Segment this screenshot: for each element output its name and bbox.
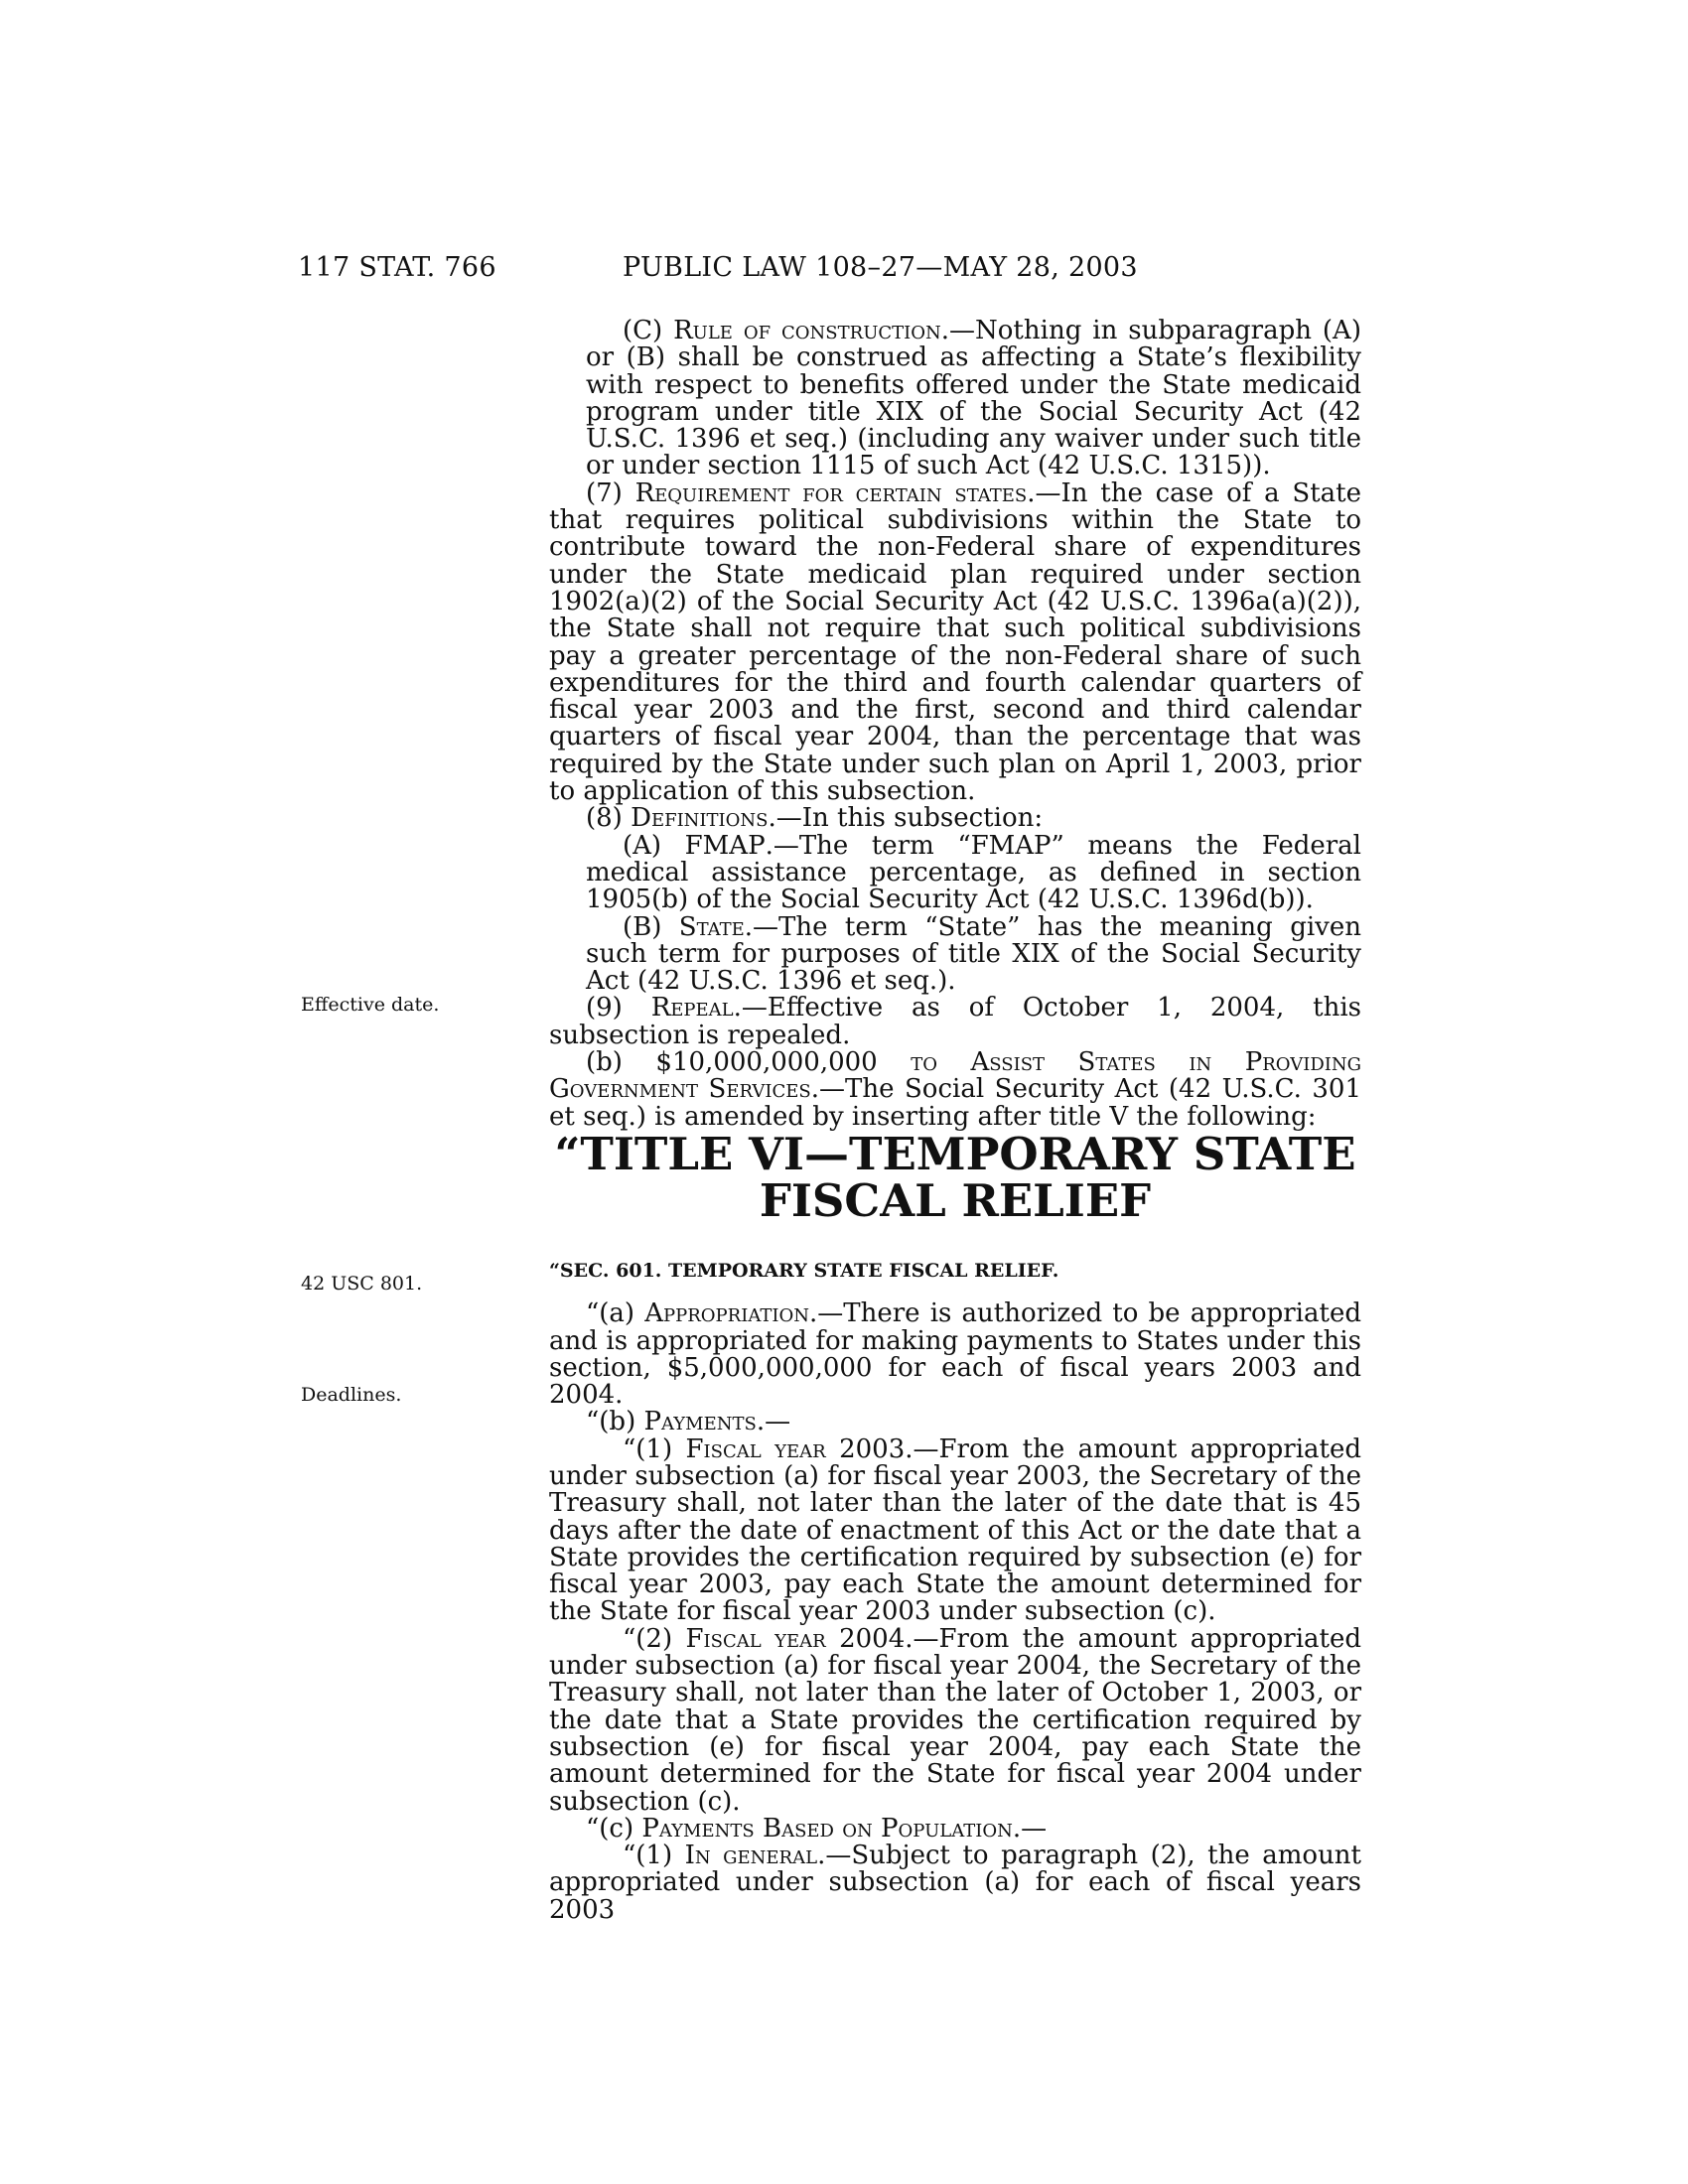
margin-note-usc: 42 USC 801. (301, 1273, 423, 1295)
subparagraph-b-state: (B) State.—The term “State” has the meaning given such term for purposes of title XIX of the Social Security Act (42 U.S.C. 1396 et seq.). (586, 911, 1361, 997)
margin-note-effective-date: Effective date. (301, 994, 440, 1016)
running-header: PUBLIC LAW 108–27—MAY 28, 2003 (623, 252, 1138, 283)
section-601-b-2: “(2) Fiscal year 2004.—From the amount appropriated under subsection (a) for fiscal year 2004, the Secretary of the Treasury shall, not later than the later of October 1, 2003, or the date that a State provides the certification required by subsection (e) for fiscal year 2004, pay each State the amount determined for the State for fiscal year 2004 under subsection (c). (549, 1623, 1361, 1817)
section-601-c: “(c) Payments Based on Population.— (586, 1813, 1048, 1843)
section-heading: “SEC. 601. TEMPORARY STATE FISCAL RELIEF. (549, 1259, 1059, 1282)
paragraph-7: (7) Requirement for certain states.—In the case of a State that requires political subdivisions within the State to contribute toward the non-Federal share of expenditures under the State medicaid plan required under section 1902(a)(2) of the Social Security Act (42 U.S.C. 1396a(a)(2)), the State shall not require that such political subdivisions pay a greater percentage of the non-Federal share of such expenditures for the third and fourth calendar quarters of fiscal year 2003 and the first, second and third calendar quarters of fiscal year 2004, than the percentage that was required by the State under such plan on April 1, 2003, prior to application of this subsection. (549, 478, 1361, 807)
page-stat-number: 117 STAT. 766 (298, 252, 496, 283)
paragraph-9: (9) Repeal.—Effective as of October 1, 2004, this subsection is repealed. (549, 993, 1361, 1050)
subparagraph-c: (C) Rule of construction.—Nothing in subparagraph (A) or (B) shall be construed as affecting a State’s flexibility with respect to benefits offered under the State medicaid program under title XIX of the Social Security Act (42 U.S.C. 1396 et seq.) (including any waiver under such title or under section 1115 of such Act (42 U.S.C. 1315)). (586, 316, 1361, 481)
paragraph-8: (8) Definitions.—In this subsection: (586, 803, 1044, 834)
margin-note-deadlines: Deadlines. (301, 1384, 402, 1406)
subparagraph-a-fmap: (A) FMAP.—The term “FMAP” means the Federal medical assistance percentage, as defined in section 1905(b) of the Social Security Act (42 U.S.C. 1396d(b)). (586, 830, 1361, 915)
section-601-b: “(b) Payments.— (586, 1407, 791, 1437)
section-601-b-1: “(1) Fiscal year 2003.—From the amount appropriated under subsection (a) for fiscal year 2003, the Secretary of the Treasury shall, not later than the later of the date that is 45 days after the date of enactment of this Act or the date that a State provides the certification required by subsection (e) for fiscal year 2003, pay each State the amount determined for the State for fiscal year 2003 under subsection (c). (549, 1433, 1361, 1627)
subsection-b: (b) $10,000,000,000 to Assist States in Providing Government Services.—The Social Security Act (42 U.S.C. 301 et seq.) is amended by inserting after title V the following: (549, 1047, 1362, 1132)
section-601-c-1: “(1) In general.—Subject to paragraph (2), the amount appropriated under subsection (a) for each of fiscal years 2003 (549, 1841, 1362, 1925)
title-heading: “TITLE VI—TEMPORARY STATE FISCAL RELIEF (554, 1127, 1356, 1227)
section-601-a: “(a) Appropriation.—There is authorized to be appropriated and is appropriated for making payments to States under this section, $5,000,000,000 for each of fiscal years 2003 and 2004. (549, 1298, 1361, 1411)
statute-body (549, 318, 1361, 1924)
